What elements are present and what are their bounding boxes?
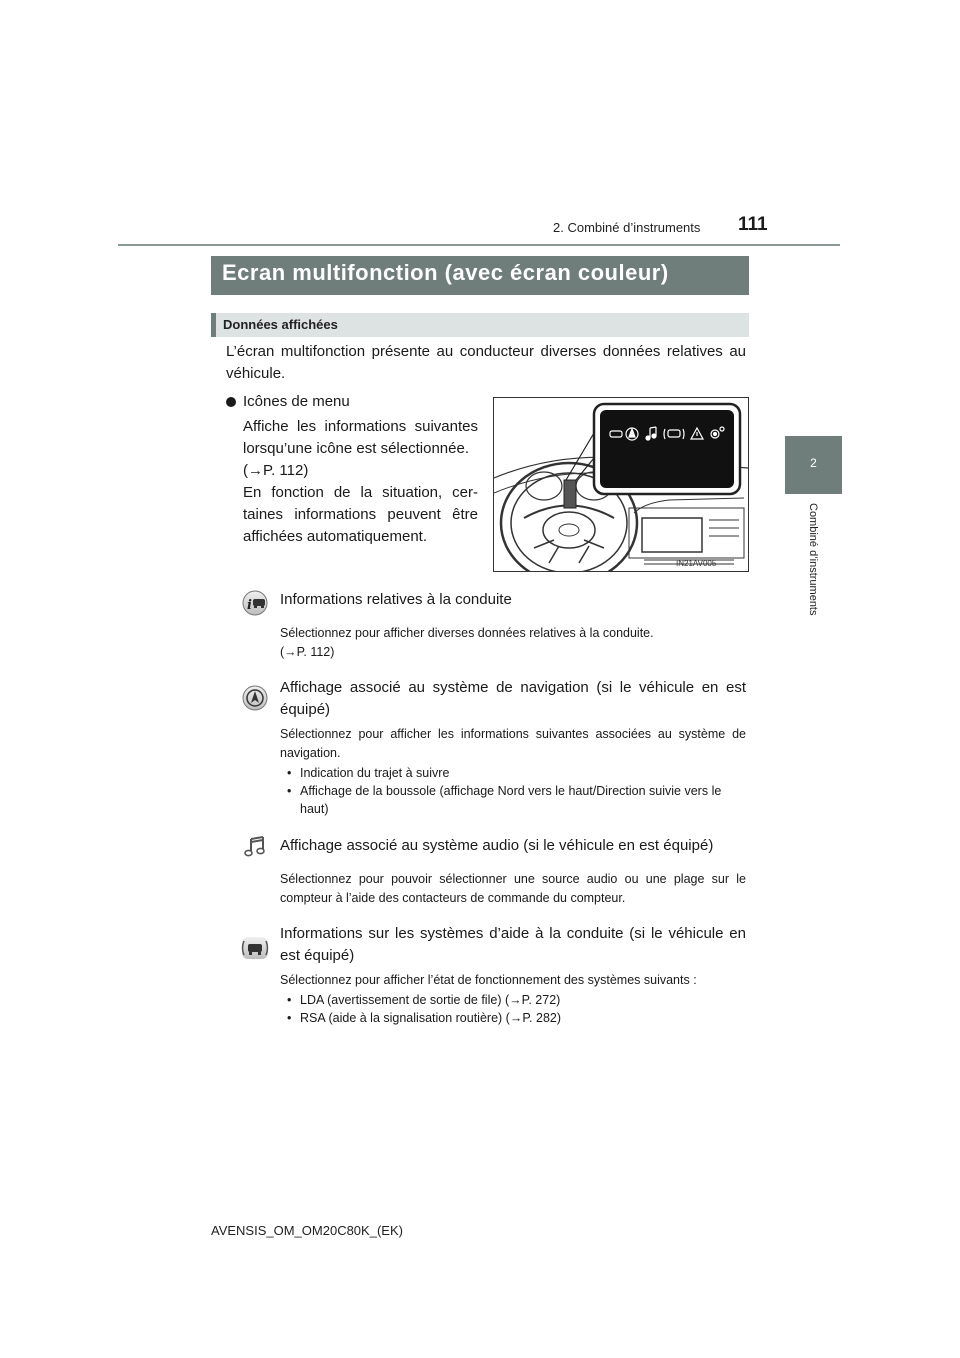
item-desc-audio: Sélectionnez pour pouvoir sélectionner une source audio ou une plage sur le compteur à l’aide des contacteurs de commande du compteur. [280,872,746,905]
audio-icon [242,833,268,859]
dashboard-illustration [493,397,749,572]
item-ref-driving-info: (→P. 112) [280,645,335,659]
list-item: • LDA (avertissement de sortie de file) (→P. 272) [280,991,746,1009]
item-title-audio: Affichage associé au système audio (si le véhicule en est équipé) [280,837,714,854]
item-title-navigation: Affichage associé au système de navigation (si le véhicule en est équipé) [280,679,746,718]
running-title: 2. Combiné d’instruments [553,220,701,235]
bullet-dot [226,397,236,407]
document-code: AVENSIS_OM_OM20C80K_(EK) [211,1223,403,1238]
item-desc-navigation: Sélectionnez pour afficher les informations suivantes associées au système de navigation. [280,727,746,760]
menu-icons-line: En fonction de la situation, cer- [243,484,478,501]
section-heading: Données affichées [223,317,338,332]
menu-icons-line: affichées automatiquement. [243,528,428,545]
menu-icons-line: taines informations peuvent être [243,506,478,523]
menu-icons-line: (→P. 112) [243,462,309,479]
list-item: • RSA (aide à la signalisation routière) (→P. 282) [280,1009,746,1027]
dashboard-drawing [494,398,748,571]
chapter-number: 2 [810,456,817,470]
item-title-driving-assist: Informations sur les systèmes d’aide à la conduite (si le véhicule en est équipé) [280,925,746,964]
driving-info-icon [242,590,268,616]
driving-assist-icon [240,935,270,961]
header-rule [118,244,840,246]
page-number: 111 [738,214,768,235]
navigation-icon [242,685,268,711]
item-title-driving-info: Informations relatives à la conduite [280,591,512,608]
driving-assist-bullets [280,991,746,1027]
chapter-label-text: Combiné d’instruments [807,503,819,616]
menu-icons-body [243,416,478,548]
section-accent [211,313,216,337]
menu-icons-line: lorsqu’une icône est sélectionnée. [243,440,469,457]
list-item: • Indication du trajet à suivre [280,764,746,782]
intro-paragraph: L’écran multifonction présente au conducteur diverses données relatives au véhicule. [226,343,746,382]
list-item: • Affichage de la boussole (affichage Nord vers le haut/Direction suivie vers le haut) [280,782,746,818]
item-desc-driving-assist: Sélectionnez pour afficher l’état de fonctionnement des systèmes suivants : [280,973,697,987]
page-title: Ecran multifonction (avec écran couleur) [222,260,669,285]
navigation-bullets [280,764,746,818]
menu-icons-line: Affiche les informations suivantes [243,418,478,435]
illustration-code: IN21AV005 [676,559,717,568]
chapter-label [805,503,825,643]
menu-icons-title: Icônes de menu [243,393,350,410]
svg-text:i: i [247,598,252,613]
item-desc-driving-info: Sélectionnez pour afficher diverses données relatives à la conduite. [280,626,654,640]
